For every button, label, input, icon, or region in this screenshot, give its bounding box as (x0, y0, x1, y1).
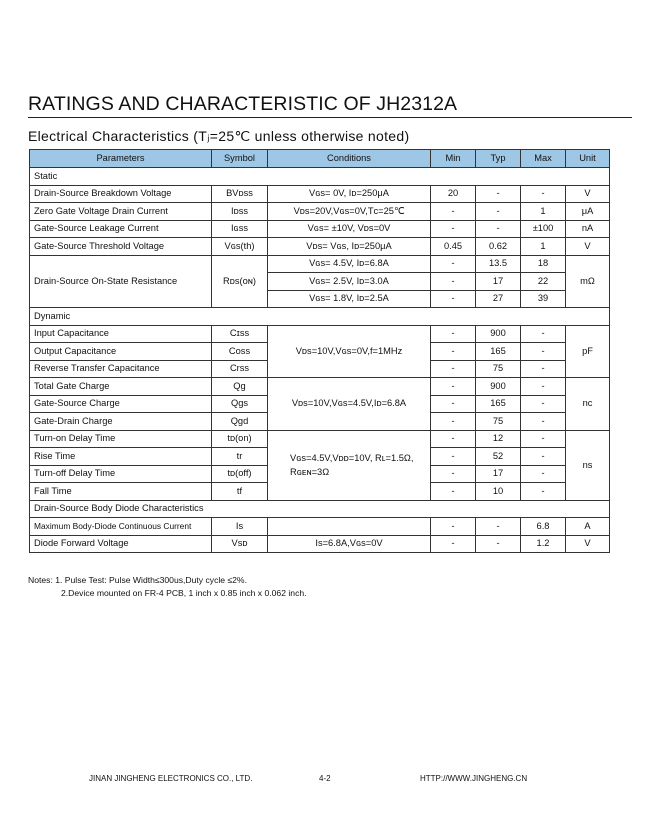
min-cell: - (431, 343, 476, 361)
param-cell: Maximum Body-Diode Continuous Current (30, 518, 212, 536)
max-cell: - (521, 360, 566, 378)
symbol-cell: tf (212, 483, 268, 501)
conditions-cell (268, 430, 431, 500)
conditions-cell: Vɢs= 4.5V, Iᴅ=6.8A (268, 255, 431, 273)
table-row (30, 518, 610, 536)
param-cell: Total Gate Charge (30, 378, 212, 396)
unit-cell: pF (566, 325, 610, 378)
symbol-cell: BVᴅss (212, 185, 268, 203)
conditions-cell: Vᴅs= Vɢs, Iᴅ=250μA (268, 238, 431, 256)
header-symbol: Symbol (212, 150, 268, 168)
table-row (30, 255, 610, 273)
typ-cell: - (476, 220, 521, 238)
table-caption: Electrical Characteristics (Tⱼ=25℃ unless otherwise noted) (28, 128, 410, 144)
conditions-cell (268, 518, 431, 536)
conditions-cell: Vᴅs=10V,Vɢs=0V,f=1MHz (268, 325, 431, 378)
min-cell: - (431, 448, 476, 466)
min-cell: - (431, 483, 476, 501)
symbol-cell: Vɢs(th) (212, 238, 268, 256)
table-row (30, 220, 610, 238)
min-cell: - (431, 325, 476, 343)
unit-cell: ns (566, 430, 610, 500)
typ-cell: 52 (476, 448, 521, 466)
min-cell: - (431, 535, 476, 553)
section-row-dynamic (30, 308, 610, 326)
min-cell: - (431, 518, 476, 536)
conditions-cell: Is=6.8A,Vɢs=0V (268, 535, 431, 553)
typ-cell: 165 (476, 343, 521, 361)
max-cell: - (521, 343, 566, 361)
param-cell: Turn-on Delay Time (30, 430, 212, 448)
param-cell: Drain-Source Breakdown Voltage (30, 185, 212, 203)
conditions-cell: Vɢs= 2.5V, Iᴅ=3.0A (268, 273, 431, 291)
symbol-cell: Qgd (212, 413, 268, 431)
min-cell: - (431, 290, 476, 308)
param-cell: Drain-Source On-State Resistance (30, 255, 212, 308)
max-cell: 1.2 (521, 535, 566, 553)
typ-cell: - (476, 535, 521, 553)
symbol-cell: Qgs (212, 395, 268, 413)
param-cell: Rise Time (30, 448, 212, 466)
min-cell: - (431, 465, 476, 483)
min-cell: - (431, 273, 476, 291)
symbol-cell: tr (212, 448, 268, 466)
max-cell: 6.8 (521, 518, 566, 536)
table-row (30, 185, 610, 203)
unit-cell: V (566, 185, 610, 203)
min-cell: 0.45 (431, 238, 476, 256)
unit-cell: V (566, 238, 610, 256)
header-unit: Unit (566, 150, 610, 168)
typ-cell: 13.5 (476, 255, 521, 273)
typ-cell: 12 (476, 430, 521, 448)
header-min: Min (431, 150, 476, 168)
param-cell: Gate-Source Leakage Current (30, 220, 212, 238)
header-conditions: Conditions (268, 150, 431, 168)
max-cell: 39 (521, 290, 566, 308)
symbol-cell: Iɢss (212, 220, 268, 238)
typ-cell: - (476, 518, 521, 536)
symbol-cell: Rᴅs(ᴏɴ) (212, 255, 268, 308)
conditions-cell: Vɢs= ±10V, Vᴅs=0V (268, 220, 431, 238)
typ-cell: 75 (476, 360, 521, 378)
max-cell: 18 (521, 255, 566, 273)
header-max: Max (521, 150, 566, 168)
param-cell: Diode Forward Voltage (30, 535, 212, 553)
max-cell: - (521, 395, 566, 413)
param-cell: Zero Gate Voltage Drain Current (30, 203, 212, 221)
note-2: 2.Device mounted on FR-4 PCB, 1 inch x 0.85 inch x 0.062 inch. (61, 587, 307, 598)
footer-page-number: 4-2 (319, 774, 331, 783)
symbol-cell: Coss (212, 343, 268, 361)
conditions-cell: Vɢs= 1.8V, Iᴅ=2.5A (268, 290, 431, 308)
max-cell: - (521, 378, 566, 396)
symbol-cell: Qg (212, 378, 268, 396)
typ-cell: 165 (476, 395, 521, 413)
typ-cell: 75 (476, 413, 521, 431)
min-cell: - (431, 255, 476, 273)
max-cell: 22 (521, 273, 566, 291)
unit-cell: A (566, 518, 610, 536)
param-cell: Input Capacitance (30, 325, 212, 343)
typ-cell: 0.62 (476, 238, 521, 256)
title-divider (28, 117, 632, 118)
unit-cell: nA (566, 220, 610, 238)
conditions-cell: Vᴅs=10V,Vɢs=4.5V,Iᴅ=6.8A (268, 378, 431, 431)
typ-cell: - (476, 185, 521, 203)
max-cell: - (521, 325, 566, 343)
symbol-cell: tᴅ(off) (212, 465, 268, 483)
page-title: RATINGS AND CHARACTERISTIC OF JH2312A (28, 93, 458, 115)
typ-cell: 900 (476, 325, 521, 343)
unit-cell: nc (566, 378, 610, 431)
section-label: Dynamic (30, 308, 610, 326)
min-cell: 20 (431, 185, 476, 203)
table-row (30, 535, 610, 553)
max-cell: - (521, 448, 566, 466)
param-cell: Output Capacitance (30, 343, 212, 361)
table-row (30, 430, 610, 448)
table-header-row (30, 150, 610, 168)
typ-cell: 17 (476, 273, 521, 291)
symbol-cell: tᴅ(on) (212, 430, 268, 448)
conditions-cell: Vᴅs=20V,Vɢs=0V,Tᴄ=25℃ (268, 203, 431, 221)
max-cell: - (521, 430, 566, 448)
symbol-cell: Vsᴅ (212, 535, 268, 553)
max-cell: 1 (521, 238, 566, 256)
table-row (30, 325, 610, 343)
param-cell: Turn-off Delay Time (30, 465, 212, 483)
min-cell: - (431, 430, 476, 448)
param-cell: Gate-Source Charge (30, 395, 212, 413)
max-cell: ±100 (521, 220, 566, 238)
min-cell: - (431, 378, 476, 396)
conditions-cell: Vɢs= 0V, Iᴅ=250μA (268, 185, 431, 203)
unit-cell: V (566, 535, 610, 553)
switching-condition-line-2: Rɢᴇɴ=3Ω (290, 467, 330, 477)
header-parameters: Parameters (30, 150, 212, 168)
symbol-cell: Iᴅss (212, 203, 268, 221)
param-cell: Gate-Drain Charge (30, 413, 212, 431)
max-cell: - (521, 483, 566, 501)
notes (28, 574, 307, 599)
param-cell: Gate-Source Threshold Voltage (30, 238, 212, 256)
param-cell: Fall Time (30, 483, 212, 501)
section-row-diode (30, 500, 610, 518)
section-row-static (30, 168, 610, 186)
symbol-cell: Is (212, 518, 268, 536)
footer-url: HTTP://WWW.JINGHENG.CN (420, 774, 528, 783)
typ-cell: 27 (476, 290, 521, 308)
note-1: Notes: 1. Pulse Test: Pulse Width≤300us,Duty cycle ≤2%. (28, 575, 247, 585)
footer-company: JINAN JINGHENG ELECTRONICS CO., LTD. (89, 774, 253, 783)
unit-cell: μA (566, 203, 610, 221)
max-cell: - (521, 465, 566, 483)
min-cell: - (431, 220, 476, 238)
typ-cell: - (476, 203, 521, 221)
param-cell: Reverse Transfer Capacitance (30, 360, 212, 378)
max-cell: 1 (521, 203, 566, 221)
section-label: Static (30, 168, 610, 186)
electrical-characteristics-table (29, 149, 610, 553)
min-cell: - (431, 413, 476, 431)
table-row (30, 378, 610, 396)
max-cell: - (521, 185, 566, 203)
header-typ: Typ (476, 150, 521, 168)
min-cell: - (431, 203, 476, 221)
typ-cell: 900 (476, 378, 521, 396)
min-cell: - (431, 395, 476, 413)
table-row (30, 203, 610, 221)
section-label: Drain-Source Body Diode Characteristics (30, 500, 610, 518)
typ-cell: 10 (476, 483, 521, 501)
switching-condition-line-1: Vɢs=4.5V,Vᴅᴅ=10V, Rʟ=1.5Ω, (290, 453, 414, 463)
max-cell: - (521, 413, 566, 431)
typ-cell: 17 (476, 465, 521, 483)
table-row (30, 238, 610, 256)
symbol-cell: Cɪss (212, 325, 268, 343)
symbol-cell: Crss (212, 360, 268, 378)
unit-cell: mΩ (566, 255, 610, 308)
min-cell: - (431, 360, 476, 378)
